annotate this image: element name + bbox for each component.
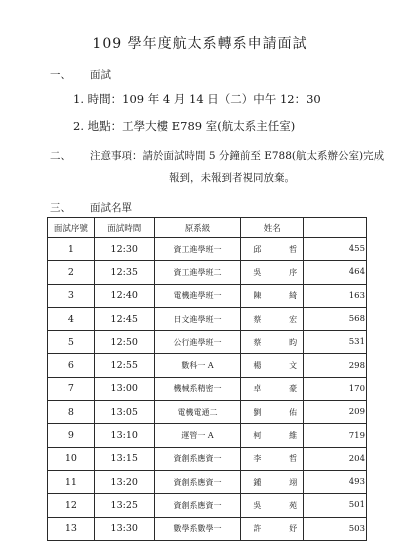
student-id-cell bbox=[304, 377, 367, 400]
name-cell bbox=[241, 238, 304, 261]
department-cell: 日文進學班一 bbox=[154, 307, 241, 330]
sequence-cell: 9 bbox=[48, 424, 95, 447]
name-cell bbox=[241, 401, 304, 424]
section-number: 一、 bbox=[50, 69, 71, 81]
department-cell: 電機進學班一 bbox=[154, 284, 241, 307]
student-id-suffix: 501 bbox=[348, 500, 365, 511]
name-surname: 卓 bbox=[253, 384, 262, 394]
sequence-cell: 13 bbox=[48, 517, 95, 540]
name-given: 哲 bbox=[289, 244, 298, 254]
name-given: 翊 bbox=[289, 477, 298, 487]
header-time: 面試時間 bbox=[94, 218, 154, 238]
section-interview bbox=[50, 67, 111, 82]
redaction-mask bbox=[304, 378, 346, 400]
section-label: 面試 bbox=[90, 69, 111, 81]
name-surname: 吳 bbox=[253, 267, 262, 277]
sequence-cell: 10 bbox=[48, 447, 95, 470]
time-cell: 12:50 bbox=[94, 331, 154, 354]
name-surname: 蔡 bbox=[253, 314, 262, 324]
student-id-suffix: 163 bbox=[348, 290, 365, 301]
name-surname: 鍾 bbox=[253, 477, 262, 487]
department-cell: 數學系數學一 bbox=[154, 517, 241, 540]
name-surname: 許 bbox=[253, 524, 262, 534]
time-cell: 12:45 bbox=[94, 307, 154, 330]
redaction-mask bbox=[304, 331, 346, 353]
name-given: 序 bbox=[289, 267, 298, 277]
name-surname: 吳 bbox=[253, 500, 262, 510]
name-given: 文 bbox=[289, 361, 298, 371]
redaction-mask bbox=[304, 448, 346, 470]
time-cell: 12:55 bbox=[94, 354, 154, 377]
name-surname: 柯 bbox=[253, 431, 262, 441]
name-surname: 陳 bbox=[253, 291, 262, 301]
time-cell: 12:40 bbox=[94, 284, 154, 307]
redaction-mask bbox=[304, 261, 346, 283]
table-row bbox=[48, 494, 367, 517]
student-id-cell bbox=[304, 494, 367, 517]
student-id-suffix: 455 bbox=[348, 244, 365, 255]
student-id-cell bbox=[304, 261, 367, 284]
table-row bbox=[48, 354, 367, 377]
sequence-cell: 4 bbox=[48, 307, 95, 330]
department-cell: 機械系精密一 bbox=[154, 377, 241, 400]
name-cell bbox=[241, 261, 304, 284]
section-label: 面試名單 bbox=[90, 202, 132, 214]
section-number: 二、 bbox=[50, 150, 71, 162]
name-cell bbox=[241, 331, 304, 354]
student-id-cell bbox=[304, 354, 367, 377]
student-id-suffix: 493 bbox=[348, 477, 365, 488]
redaction-mask bbox=[304, 424, 346, 446]
student-id-cell bbox=[304, 331, 367, 354]
sequence-cell: 2 bbox=[48, 261, 95, 284]
name-given: 維 bbox=[289, 431, 298, 441]
time-cell: 13:25 bbox=[94, 494, 154, 517]
sequence-cell: 8 bbox=[48, 401, 95, 424]
time-cell: 13:15 bbox=[94, 447, 154, 470]
redaction-mask bbox=[304, 354, 346, 376]
name-given: 苑 bbox=[289, 500, 298, 510]
sequence-cell: 5 bbox=[48, 331, 95, 354]
student-id-suffix: 568 bbox=[348, 314, 365, 325]
student-id-suffix: 464 bbox=[348, 267, 365, 278]
table-row bbox=[48, 517, 367, 540]
name-cell bbox=[241, 284, 304, 307]
table-row bbox=[48, 238, 367, 261]
redaction-mask bbox=[304, 238, 346, 260]
header-id bbox=[304, 218, 367, 238]
student-id-cell bbox=[304, 307, 367, 330]
student-id-cell bbox=[304, 517, 367, 540]
redaction-mask bbox=[304, 308, 346, 330]
department-cell: 資工進學班一 bbox=[154, 238, 241, 261]
name-given: 綺 bbox=[289, 291, 298, 301]
time-cell: 13:05 bbox=[94, 401, 154, 424]
section-label: 注意事項：請於面試時間 5 分鐘前至 E788(航太系辦公室)完成 bbox=[90, 150, 385, 162]
student-id-suffix: 503 bbox=[348, 523, 365, 534]
name-cell bbox=[241, 470, 304, 493]
department-cell: 資創系應資一 bbox=[154, 494, 241, 517]
name-cell bbox=[241, 307, 304, 330]
name-cell bbox=[241, 424, 304, 447]
sequence-cell: 3 bbox=[48, 284, 95, 307]
student-id-suffix: 204 bbox=[348, 453, 365, 464]
name-cell bbox=[241, 494, 304, 517]
department-cell: 公行進學班一 bbox=[154, 331, 241, 354]
name-surname: 楊 bbox=[253, 361, 262, 371]
name-cell bbox=[241, 447, 304, 470]
time-cell: 13:00 bbox=[94, 377, 154, 400]
name-cell bbox=[241, 517, 304, 540]
sequence-cell: 7 bbox=[48, 377, 95, 400]
department-cell: 運管一 A bbox=[154, 424, 241, 447]
header-department: 原系級 bbox=[154, 218, 241, 238]
name-cell bbox=[241, 377, 304, 400]
redaction-mask bbox=[304, 518, 346, 540]
name-cell bbox=[241, 354, 304, 377]
table-header-row bbox=[48, 218, 367, 238]
name-surname: 劉 bbox=[253, 407, 262, 417]
interview-time: 1. 時間：109 年 4 月 14 日（二）中午 12：30 bbox=[73, 92, 321, 106]
student-id-suffix: 719 bbox=[348, 430, 365, 441]
interview-table bbox=[47, 217, 367, 541]
sequence-cell: 1 bbox=[48, 238, 95, 261]
table-row bbox=[48, 331, 367, 354]
table-row bbox=[48, 424, 367, 447]
time-cell: 13:10 bbox=[94, 424, 154, 447]
student-id-cell bbox=[304, 401, 367, 424]
header-sequence: 面試序號 bbox=[48, 218, 95, 238]
table-row bbox=[48, 307, 367, 330]
table-row bbox=[48, 401, 367, 424]
redaction-mask bbox=[304, 401, 346, 423]
time-cell: 13:20 bbox=[94, 470, 154, 493]
table-row bbox=[48, 377, 367, 400]
name-surname: 李 bbox=[253, 454, 262, 464]
header-name: 姓名 bbox=[241, 218, 304, 238]
name-surname: 邱 bbox=[253, 244, 262, 254]
redaction-mask bbox=[304, 471, 346, 493]
name-given: 佑 bbox=[289, 407, 298, 417]
table-row bbox=[48, 447, 367, 470]
name-given: 昀 bbox=[289, 337, 298, 347]
section-number: 三、 bbox=[50, 202, 71, 214]
department-cell: 資創系應資一 bbox=[154, 470, 241, 493]
name-given: 妤 bbox=[289, 524, 298, 534]
name-given: 豪 bbox=[289, 384, 298, 394]
student-id-cell bbox=[304, 284, 367, 307]
section-notes bbox=[50, 148, 384, 163]
sequence-cell: 11 bbox=[48, 470, 95, 493]
department-cell: 資創系應資一 bbox=[154, 447, 241, 470]
sequence-cell: 12 bbox=[48, 494, 95, 517]
department-cell: 資工進學班二 bbox=[154, 261, 241, 284]
name-given: 宏 bbox=[289, 314, 298, 324]
student-id-suffix: 209 bbox=[348, 407, 365, 418]
name-surname: 蔡 bbox=[253, 337, 262, 347]
student-id-cell bbox=[304, 238, 367, 261]
student-id-cell bbox=[304, 447, 367, 470]
time-cell: 12:35 bbox=[94, 261, 154, 284]
redaction-mask bbox=[304, 285, 346, 307]
time-cell: 12:30 bbox=[94, 238, 154, 261]
student-id-suffix: 298 bbox=[348, 360, 365, 371]
department-cell: 數科一 A bbox=[154, 354, 241, 377]
table-row bbox=[48, 470, 367, 493]
document-title: 109 學年度航太系轉系申請面試 bbox=[92, 36, 308, 52]
interview-location: 2. 地點：工學大樓 E789 室(航太系主任室) bbox=[73, 119, 296, 133]
student-id-suffix: 531 bbox=[348, 337, 365, 348]
student-id-suffix: 170 bbox=[348, 383, 365, 394]
table-row bbox=[48, 284, 367, 307]
department-cell: 電機電通二 bbox=[154, 401, 241, 424]
redaction-mask bbox=[304, 494, 346, 516]
time-cell: 13:30 bbox=[94, 517, 154, 540]
student-id-cell bbox=[304, 470, 367, 493]
notes-continuation: 報到，未報到者視同放棄。 bbox=[169, 172, 295, 184]
student-id-cell bbox=[304, 424, 367, 447]
name-given: 哲 bbox=[289, 454, 298, 464]
sequence-cell: 6 bbox=[48, 354, 95, 377]
table-row bbox=[48, 261, 367, 284]
section-list bbox=[50, 200, 132, 215]
